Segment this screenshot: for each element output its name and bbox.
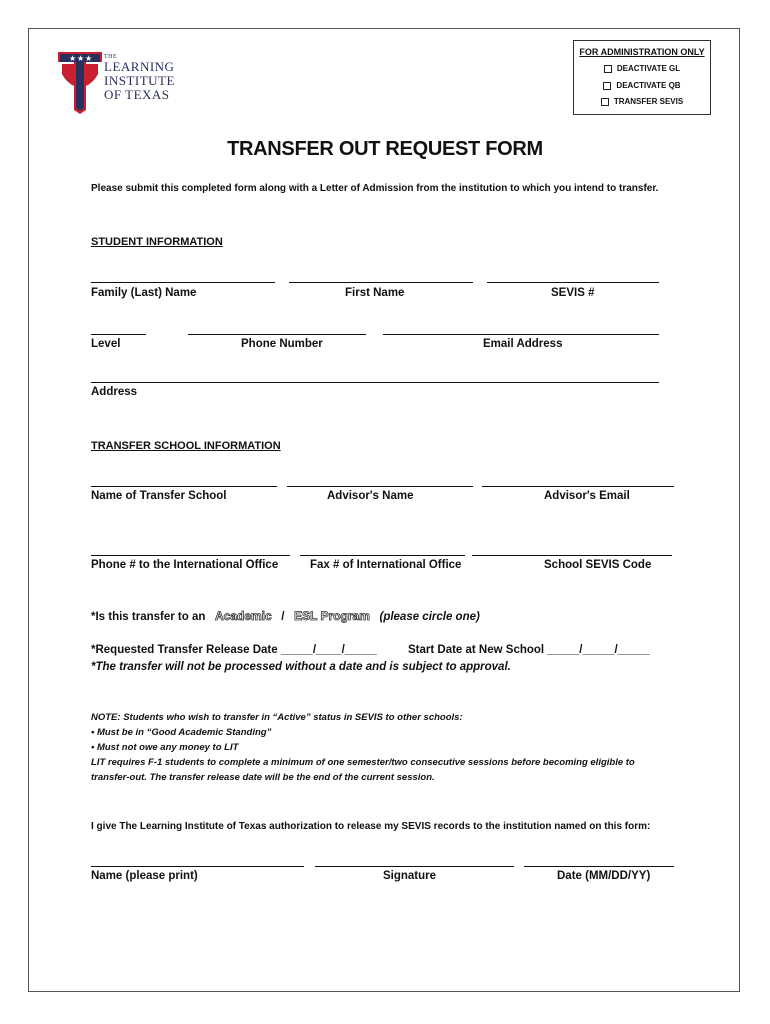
authorization-text: I give The Learning Institute of Texas authorization to release my SEVIS records to the institution named on this form: [91, 821, 651, 832]
svg-text:★: ★ [85, 54, 93, 63]
transfer-section-heading: TRANSFER SCHOOL INFORMATION [91, 440, 281, 452]
date-label: Date (MM/DD/YY) [557, 870, 651, 882]
intro-text: Please submit this completed form along with a Letter of Admission from the institution to which you intend to transfer. [91, 183, 659, 194]
note-line-4: LIT requires F-1 students to complete a minimum of one semester/two consecutive sessions before becoming eligible to [91, 757, 635, 768]
phone-label: Phone Number [241, 338, 323, 350]
note-block [91, 710, 635, 785]
logo-line-3: OF TEXAS [104, 87, 170, 102]
intl-phone-line[interactable] [91, 555, 290, 556]
logo-wordmark [104, 54, 175, 102]
first-name-line[interactable] [289, 282, 473, 283]
address-line[interactable] [91, 382, 659, 383]
checkbox[interactable] [603, 82, 611, 90]
admin-item-transfer-sevis: TRANSFER SEVIS [574, 97, 710, 106]
svg-text:★: ★ [77, 54, 85, 63]
advisor-name-line[interactable] [287, 486, 473, 487]
family-name-label: Family (Last) Name [91, 287, 197, 299]
note-line-2: • Must be in “Good Academic Standing” [91, 727, 272, 738]
option-academic[interactable]: Academic [214, 609, 272, 623]
print-name-line[interactable] [91, 866, 304, 867]
admin-item-deactivate-gl: DEACTIVATE GL [574, 64, 710, 73]
advisor-name-label: Advisor's Name [327, 490, 414, 502]
checkbox[interactable] [604, 65, 612, 73]
phone-line[interactable] [188, 334, 366, 335]
logo-the: THE [104, 54, 118, 60]
student-section-heading: STUDENT INFORMATION [91, 236, 223, 248]
form-title: TRANSFER OUT REQUEST FORM [227, 138, 543, 160]
note-line-3: • Must not owe any money to LIT [91, 742, 239, 753]
logo-line-1: LEARNING [104, 59, 175, 74]
start-date-field[interactable]: Start Date at New School _____/_____/_____ [408, 644, 650, 656]
note-line-5: transfer-out. The transfer release date will be the end of the current session. [91, 772, 435, 783]
signature-label: Signature [383, 870, 437, 882]
print-name-label: Name (please print) [91, 870, 198, 882]
signature-line[interactable] [315, 866, 514, 867]
admin-box [573, 40, 711, 115]
release-date-field[interactable]: *Requested Transfer Release Date _____/____/_____ [91, 644, 377, 656]
logo-line-2: INSTITUTE [104, 73, 175, 88]
sevis-line[interactable] [487, 282, 659, 283]
email-line[interactable] [383, 334, 659, 335]
sevis-label: SEVIS # [551, 287, 595, 299]
level-line[interactable] [91, 334, 146, 335]
program-question: *Is this transfer to an Academic / ESL Program (please circle one) [91, 609, 480, 623]
school-name-label: Name of Transfer School [91, 490, 227, 502]
intl-fax-line[interactable] [300, 555, 465, 556]
form-page [28, 28, 740, 992]
intl-phone-label: Phone # to the International Office [91, 559, 279, 571]
option-esl-program[interactable]: ESL Program [294, 609, 370, 623]
date-line[interactable] [524, 866, 674, 867]
admin-item-deactivate-qb: DEACTIVATE QB [574, 81, 710, 90]
note-line-1: NOTE: Students who wish to transfer in “Active” status in SEVIS to other schools: [91, 712, 463, 723]
advisor-email-line[interactable] [482, 486, 674, 487]
school-sevis-label: School SEVIS Code [544, 559, 652, 571]
email-label: Email Address [483, 338, 563, 350]
svg-text:★: ★ [69, 54, 77, 63]
date-warning: *The transfer will not be processed without a date and is subject to approval. [91, 661, 511, 673]
school-sevis-line[interactable] [472, 555, 672, 556]
first-name-label: First Name [345, 287, 405, 299]
school-name-line[interactable] [91, 486, 277, 487]
checkbox[interactable] [601, 98, 609, 106]
advisor-email-label: Advisor's Email [544, 490, 630, 502]
admin-title: FOR ADMINISTRATION ONLY [579, 47, 705, 57]
family-name-line[interactable] [91, 282, 275, 283]
level-label: Level [91, 338, 121, 350]
intl-fax-label: Fax # of International Office [310, 559, 462, 571]
address-label: Address [91, 386, 138, 398]
